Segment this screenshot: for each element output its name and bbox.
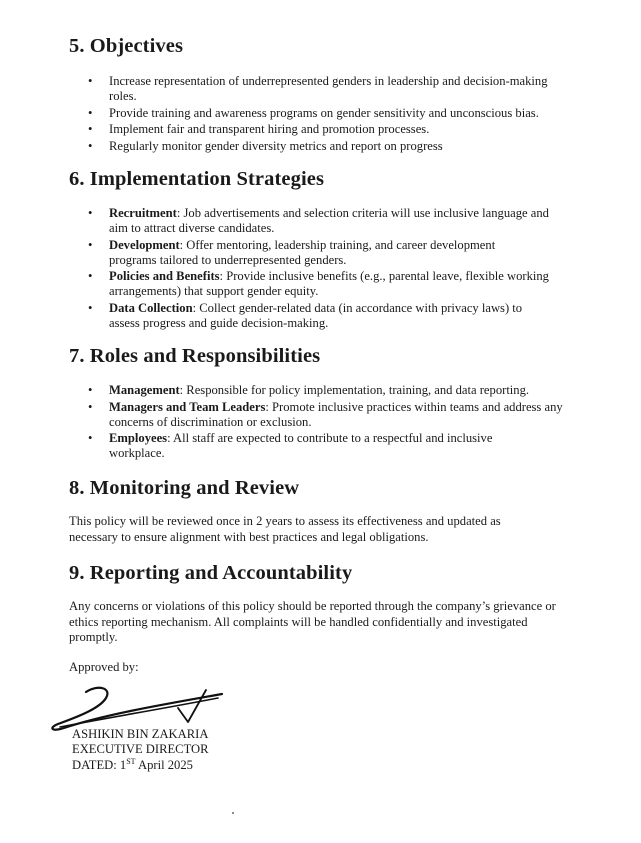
list-item: [69, 383, 599, 398]
list-term: Policies and Benefits: [109, 269, 220, 283]
objectives-list: [69, 74, 589, 155]
list-text: : Collect gender-related data (in accordance with privacy laws) to assess progress and guide decision-making.: [109, 300, 523, 330]
list-item: • Regularly monitor gender diversity metrics and report on progress: [69, 139, 589, 154]
heading-monitoring: 8. Monitoring and Review: [69, 477, 300, 499]
reporting-body: Any concerns or violations of this policy should be reported through the company’s grievance or ethics reporting mechanism. All complaints will be handled confidentially and investigated promptly.: [69, 599, 556, 644]
monitoring-body: This policy will be reviewed once in 2 years to assess its effectiveness and updated as necessary to ensure alignment with best practices and legal obligations.: [69, 514, 501, 544]
heading-implementation: 6. Implementation Strategies: [69, 168, 325, 190]
date-suffix: April 2025: [135, 757, 193, 772]
list-item: [69, 269, 589, 299]
list-item: [69, 431, 599, 461]
list-term: Development: [109, 237, 180, 252]
list-text: : All staff are expected to contribute to a respectful and inclusive workplace.: [109, 431, 493, 460]
list-text: : Provide inclusive benefits (e.g., parental leave, flexible working arrangements) that support gender equity.: [109, 269, 549, 298]
heading-objectives: 5. Objectives: [69, 35, 184, 57]
list-text: : Responsible for policy implementation, training, and data reporting.: [179, 383, 530, 397]
implementation-list: [69, 206, 589, 332]
list-term: Managers and Team Leaders: [109, 399, 266, 414]
list-item: [69, 206, 589, 236]
roles-list: [69, 383, 599, 463]
list-term: Employees: [109, 431, 168, 445]
signatory-name: ASHIKIN BIN ZAKARIA: [72, 727, 209, 741]
scan-speck: [232, 812, 234, 814]
list-item: [69, 301, 589, 331]
list-item: [69, 400, 599, 430]
approved-by-label: Approved by:: [69, 660, 139, 674]
date-prefix: DATED: 1: [72, 757, 127, 772]
approval-date: [72, 758, 209, 773]
list-text: : Offer mentoring, leadership training, and career development programs tailored to underrepresented genders.: [109, 237, 496, 267]
list-text: : Job advertisements and selection criteria will use inclusive language and aim to attract diverse candidates.: [109, 206, 549, 235]
list-item: • Increase representation of underrepresented genders in leadership and decision-making roles.: [69, 74, 589, 104]
date-superscript: ST: [126, 756, 136, 766]
heading-roles: 7. Roles and Responsibilities: [69, 345, 321, 367]
list-text: : Promote inclusive practices within teams and address any concerns of discrimination or exclusion.: [109, 399, 563, 429]
signatory-block: [72, 727, 209, 773]
list-term: Management: [109, 383, 180, 397]
signatory-title: EXECUTIVE DIRECTOR: [72, 742, 209, 757]
list-item: • Provide training and awareness programs on gender sensitivity and unconscious bias.: [69, 106, 589, 121]
heading-reporting: 9. Reporting and Accountability: [69, 562, 353, 584]
list-term: Recruitment: [109, 206, 177, 220]
list-item: [69, 238, 589, 268]
list-term: Data Collection: [109, 300, 193, 315]
list-item: • Implement fair and transparent hiring and promotion processes.: [69, 122, 589, 137]
